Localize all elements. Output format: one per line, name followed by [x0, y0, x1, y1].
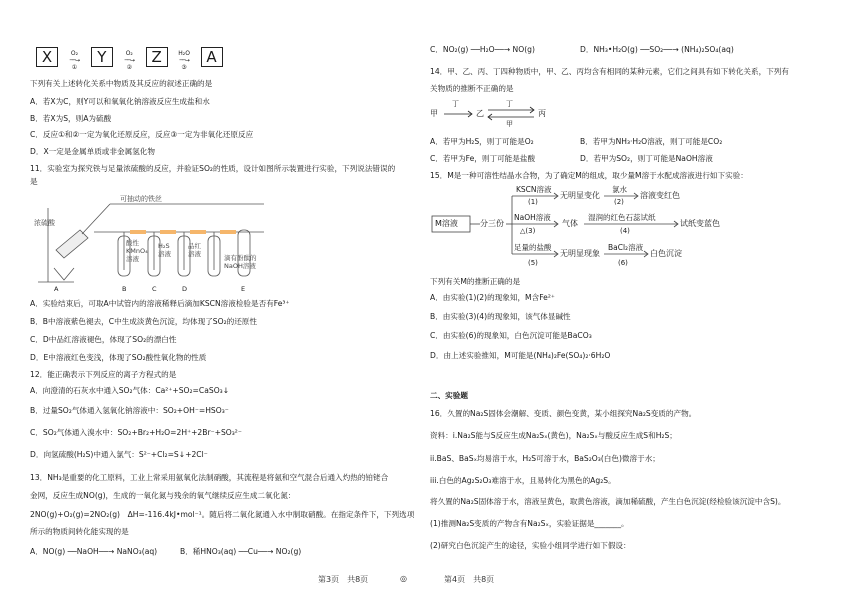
- letter-c: C: [152, 285, 157, 293]
- q14-option-a: A．若甲为H₂S，则丁可能是O₂: [430, 137, 534, 146]
- q12-option-b: B．过量SO₂气体通入氢氧化钠溶液中：SO₂+OH⁻=HSO₃⁻: [30, 406, 229, 415]
- q15-option-a: A．由实验(1)(2)的现象知，M含Fe²⁺: [430, 293, 555, 302]
- chain-arrow-2: O₂ ──→ ②: [124, 49, 134, 71]
- q13-line4: 所示的物质间转化能实现的是: [30, 527, 129, 536]
- q14-ding-2: 丁: [506, 100, 513, 108]
- apparatus-figure: [34, 190, 274, 294]
- conversion-chain: [36, 47, 223, 71]
- q12-option-a: A．向澄清的石灰水中通入SO₂气体：Ca²⁺+SO₂=CaSO₃↓: [30, 386, 230, 395]
- q14-line1: 14．甲、乙、丙、丁四种物质中，甲、乙、丙均含有相同的某种元素，它们之间具有如下转化关系，下列有: [430, 67, 789, 76]
- q15-r1-result: 无明显变化: [560, 191, 600, 200]
- q13-line3: 2NO(g)+O₂(g)=2NO₂(g) ΔH=-116.4kJ•mol⁻¹。随后将二氧化氮通入水中制取硝酸。在指定条件下，下列选项: [30, 510, 415, 519]
- q15-r3-num2: (6): [618, 259, 628, 267]
- q15-m-solution: M溶液: [435, 219, 458, 228]
- q13-line2: 金网，反应生成NO(g)，生成的一氧化氮与残余的氧气继续反应生成二氧化氮：: [30, 491, 296, 500]
- q13-option-c: C．NO₂(g) ──H₂O──→ NO(g): [430, 45, 535, 54]
- q16-line7: (2)研究白色沉淀产生的途径，实验小组同学进行如下假设：: [430, 541, 631, 550]
- label-movable-wire: 可抽动的铁丝: [120, 195, 162, 203]
- q14-line2: 关物质的推断不正确的是: [430, 84, 514, 93]
- q15-r2-reagent2: 湿润的红色石蕊试纸: [588, 213, 656, 222]
- q15-r3-result2: 白色沉淀: [650, 249, 682, 258]
- q16-line5: 将久置的Na₂S固体溶于水，溶液呈黄色，取黄色溶液，滴加稀硫酸，产生白色沉淀(经检验该沉淀中含S)。: [430, 497, 786, 506]
- q13-option-d: D．NH₃•H₂O(g) ──SO₂──→ (NH₄)₂SO₄(aq): [580, 45, 734, 54]
- q16-line3: ii.BaS、BaSₓ均易溶于水，H₂S可溶于水，BaS₂O₃(白色)微溶于水；: [430, 454, 660, 463]
- q15-r2-result2: 试纸变蓝色: [680, 219, 720, 228]
- q15-r2-reagent: NaOH溶液: [514, 213, 551, 222]
- q15-r2-cond: △(3): [520, 227, 536, 235]
- q15-split: 分三份: [480, 219, 504, 228]
- apparatus-drawing: [34, 190, 274, 294]
- chain-box-y: Y: [91, 47, 113, 67]
- q15-r1-reagent: KSCN溶液: [516, 185, 552, 194]
- q14-option-b: B．若甲为NH₃·H₂O溶液，则丁可能是CO₂: [580, 137, 723, 146]
- q13-option-b: B．稀HNO₃(aq) ──Cu──→ NO₂(g): [180, 547, 302, 556]
- q16-line6: (1)推测Na₂S变质的产物含有Na₂Sₓ，实验证据是_______。: [430, 519, 629, 528]
- q13-line1: 13．NH₃是重要的化工原料，工业上常采用氨氧化法制硝酸，其流程是将氨和空气混合后通入灼热的铂铑合: [30, 473, 389, 482]
- q15-option-d: D．由上述实验推知，M可能是(NH₄)₂Fe(SO₄)₂·6H₂O: [430, 351, 611, 360]
- page-separator: ◎: [400, 574, 407, 583]
- letter-d: D: [182, 285, 188, 293]
- letter-a: A: [54, 285, 59, 293]
- q14-yi: 乙: [476, 109, 484, 118]
- chain-box-x: X: [36, 47, 58, 67]
- q15-r3-reagent: 足量的盐酸: [514, 243, 552, 252]
- q16-line2: 资料：i.Na₂S能与S反应生成Na₂Sₓ(黄色)，Na₂Sₓ与酸反应生成S和H₂S；: [430, 431, 677, 440]
- q10-option-c: C．反应①和②一定为氧化还原反应，反应③一定为非氧化还原反应: [30, 130, 254, 139]
- q10-option-b: B．若X为S，则A为硫酸: [30, 114, 112, 123]
- q14-jia: 甲: [430, 109, 438, 118]
- q10-option-d: D．X一定是金属单质或非金属氢化物: [30, 147, 155, 156]
- q15-option-c: C．由实验(6)的现象知，白色沉淀可能是BaCO₃: [430, 331, 592, 340]
- section-heading: 二、实验题: [430, 391, 468, 400]
- label-naoh: 滴有酚酞的 NaOH溶液: [224, 254, 257, 270]
- q15-r3-reagent2: BaCl₂溶液: [608, 243, 644, 252]
- chain-arrow-3: H₂O ──→ ③: [178, 49, 190, 71]
- q15-r3-num: (5): [528, 259, 538, 267]
- q11-option-a: A．实验结束后，可取A中试管内的溶液稀释后滴加KSCN溶液检验是否有Fe³⁺: [30, 299, 290, 308]
- q15-flow-diagram: [430, 184, 750, 272]
- q11-stem-line1: 11．实验室为探究铁与足量浓硫酸的反应，并验证SO₂的性质，设计如图所示装置进行实验，下列说法错误的: [30, 164, 396, 173]
- q11-option-d: D．E中溶液红色变浅，体现了SO₂酸性氧化物的性质: [30, 353, 207, 362]
- q15-r2-result: 气体: [562, 219, 578, 228]
- q15-r1-num2: (2): [614, 198, 624, 206]
- q11-option-b: B．B中溶液紫色褪去，C中生成淡黄色沉淀，均体现了SO₂的还原性: [30, 317, 257, 326]
- q11-option-c: C．D中品红溶液褪色，体现了SO₂的漂白性: [30, 335, 177, 344]
- q12-stem: 12．能正确表示下列反应的离子方程式的是: [30, 370, 177, 379]
- chain-arrow-1: O₂ ──→ ①: [69, 49, 80, 71]
- q15-option-b: B．由实验(3)(4)的现象知，该气体显碱性: [430, 312, 571, 321]
- q14-diagram: [430, 96, 590, 130]
- q15-r3-result: 无明显现象: [560, 249, 600, 258]
- q16-line4: iii.白色的Ag₂S₂O₃难溶于水，且易转化为黑色的Ag₂S。: [430, 476, 616, 485]
- q10-option-a: A．若X为C，则Y可以和氧氧化钠溶液反应生成盐和水: [30, 97, 210, 106]
- q15-r1-num: (1): [528, 198, 538, 206]
- label-h2s: H₂S 溶液: [158, 242, 171, 258]
- q10-stem: 下列有关上述转化关系中物质及其反应的叙述正确的是: [30, 79, 213, 88]
- letter-b: B: [122, 285, 127, 293]
- q12-option-d: D．向氢硫酸(H₂S)中通入氯气：S²⁻+Cl₂=S↓+2Cl⁻: [30, 450, 208, 459]
- chain-box-z: Z: [146, 47, 168, 67]
- q14-bing: 丙: [538, 109, 546, 118]
- page-number-left: 第3页 共8页: [318, 575, 369, 584]
- q15-stem: 15．M是一种可溶性结晶水合物，为了确定M的组成，取少量M溶于水配成溶液进行如下实验：: [430, 171, 748, 180]
- q14-option-c: C．若甲为Fe，则丁可能是盐酸: [430, 154, 536, 163]
- label-conc-acid: 浓硫酸: [34, 219, 55, 227]
- q11-stem-line2: 是: [30, 177, 38, 186]
- label-pinred: 品红 溶液: [188, 242, 201, 258]
- q15-r2-num2: (4): [620, 227, 630, 235]
- q15-r1-result2: 溶液变红色: [640, 191, 680, 200]
- q12-option-c: C．SO₂气体通入溴水中：SO₂+Br₂+H₂O=2H⁺+2Br⁻+SO₃²⁻: [30, 428, 242, 437]
- q13-option-a: A．NO(g) ──NaOH──→ NaNO₃(aq): [30, 547, 158, 556]
- q15-r1-reagent2: 氯水: [612, 185, 627, 194]
- q16-line1: 16．久置的Na₂S固体会潮解、变质、颜色变黄，某小组探究Na₂S变质的产物。: [430, 409, 697, 418]
- q14-ding-1: 丁: [452, 100, 459, 108]
- page-number-right: 第4页 共8页: [444, 575, 495, 584]
- q14-jia-2: 甲: [506, 120, 513, 128]
- chain-box-a: A: [201, 47, 223, 67]
- q14-option-d: D．若甲为SO₂，则丁可能是NaOH溶液: [580, 154, 713, 163]
- q15-after: 下列有关M的推断正确的是: [430, 277, 521, 286]
- letter-e: E: [241, 285, 246, 293]
- label-kmno4: 酸性 KMnO₄ 溶液: [126, 239, 148, 263]
